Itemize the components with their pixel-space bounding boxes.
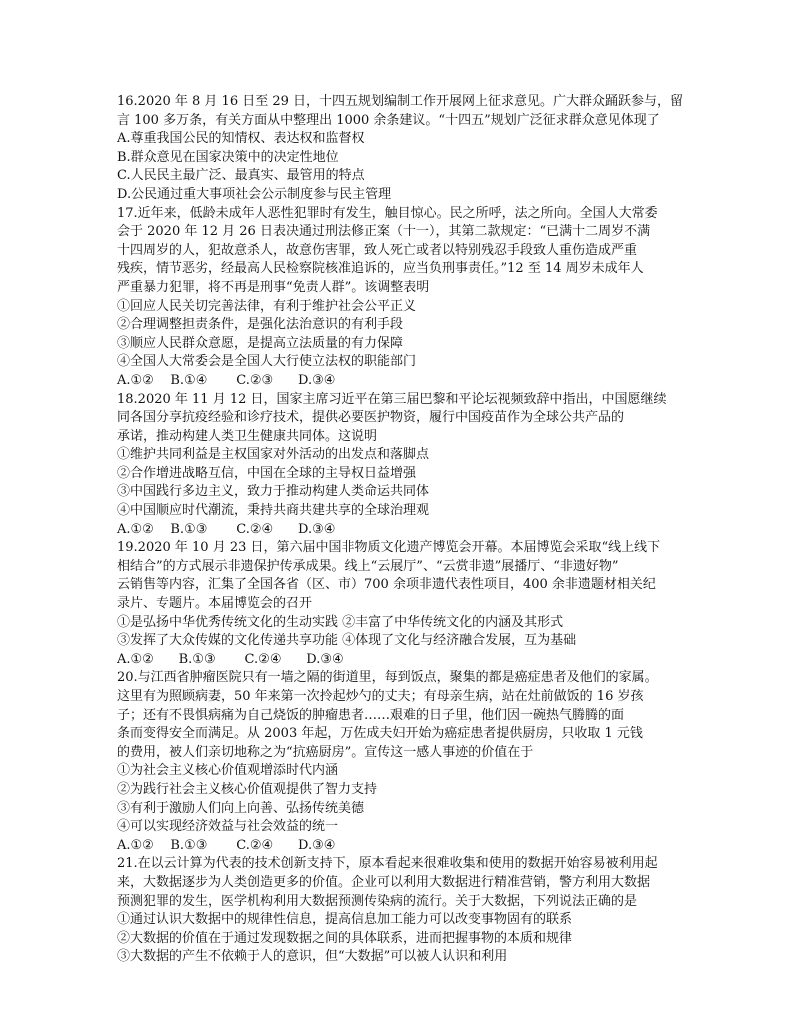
statement-4: ④中国顺应时代潮流，秉持共商共建共享的全球治理观: [117, 503, 430, 519]
statement-1: ①通过认识大数据中的规律性信息，提高信息加工能力可以改变事物固有的联系: [117, 912, 573, 928]
question-text-line: 承诺，推动构建人类卫生健康共同体。这说明: [117, 428, 378, 444]
question-text-line: 残疾，情节恶劣，经最高人民检察院核准追诉的，应当负刑事责任。”12 至 14 周岁未成年人: [117, 261, 644, 277]
question-text-line: 20.与江西省肿瘤医院只有一墙之隔的街道里，每到饭点，聚集的都是癌症患者及他们的家属。: [117, 670, 658, 686]
exam-page: [117, 93, 687, 967]
statement-1-2: ①是弘扬中华优秀传统文化的生动实践 ②丰富了中华传统文化的内涵及其形式: [117, 614, 564, 630]
question-text-line: 言 100 多万条，有关方面从中整理出 1000 余条建议。“十四五”规划广泛征求群众意见体现了: [117, 112, 660, 128]
answer-options: A.①② B.①④ C.②③ D.③④: [117, 372, 336, 388]
question-text-line: 预测犯罪的发生，医学机构利用大数据预测传染病的流行。关于大数据，下列说法正确的是: [117, 893, 638, 909]
statement-3: ③顺应人民群众意愿，是提高立法质量的有力保障: [117, 335, 404, 351]
statement-4: ④可以实现经济效益与社会效益的统一: [117, 819, 339, 835]
question-text-line: 录片、专题片。本届博览会的召开: [117, 596, 313, 612]
question-19: [117, 539, 687, 669]
statement-1: ①为社会主义核心价值观增添时代内涵: [117, 763, 339, 779]
question-text-line: 17.近年来，低龄未成年人恶性犯罪时有发生，触目惊心。民之所呼，法之所向。全国人大常委: [117, 205, 658, 221]
choice-b: B.群众意见在国家决策中的决定性地位: [117, 149, 339, 165]
question-20: [117, 669, 687, 855]
question-17: [117, 205, 687, 391]
question-text-line: 16.2020 年 8 月 16 日至 29 日，十四五规划编制工作开展网上征求意见。广大群众踊跃参与，留: [117, 94, 684, 109]
question-text-line: 21.在以云计算为代表的技术创新支持下，原本看起来很难收集和使用的数据开始容易被利用起: [117, 856, 658, 872]
statement-2: ②合作增进战略互信，中国在全球的主导权日益增强: [117, 465, 417, 481]
statement-3: ③大数据的产生不依赖于人的意识，但“大数据”可以被人认识和利用: [117, 949, 508, 965]
statement-2: ②为践行社会主义核心价值观提供了智力支持: [117, 781, 378, 797]
question-21: [117, 855, 687, 967]
statement-1: ①回应人民关切完善法律，有利于维护社会公平正义: [117, 298, 417, 314]
question-text-line: 19.2020 年 10 月 23 日，第六届中国非物质文化遗产博览会开幕。本届博览会采取“线上线下: [117, 540, 661, 556]
statement-3-4: ③发挥了大众传媒的文化传递共享功能 ④体现了文化与经济融合发展，互为基础: [117, 633, 577, 649]
question-text-line: 的费用，被人们亲切地称之为“抗癌厨房”。宣传这一感人事迹的价值在于: [117, 744, 534, 760]
choice-d: D.公民通过重大事项社会公示制度参与民主管理: [117, 186, 392, 202]
answer-options: A.①② B.①③ C.②④ D.③④: [117, 837, 336, 853]
question-18: [117, 391, 687, 540]
question-text-line: 这里有为照顾病妻，50 年来第一次拎起炒勺的丈夫；有母亲生病，站在灶前做饭的 16 岁孩: [117, 689, 644, 704]
question-text-line: 来，大数据逐步为人类创造更多的价值。企业可以利用大数据进行精准营销，警方利用大数据: [117, 874, 651, 890]
question-text-line: 十四周岁的人，犯故意杀人，故意伤害罪，致人死亡或者以特别残忍手段致人重伤造成严重: [117, 242, 638, 258]
question-text-line: 会于 2020 年 12 月 26 日表决通过刑法修正案（十一），其第二款规定：“已满十二周岁不满: [117, 224, 651, 240]
choice-c: C.人民民主最广泛、最真实、最管用的特点: [117, 168, 365, 184]
question-16: [117, 93, 687, 205]
answer-options: A.①② B.①③ C.②④ D.③④: [117, 651, 344, 667]
statement-3: ③有利于激励人们向上向善、弘扬传统美德: [117, 800, 365, 816]
choice-a: A.尊重我国公民的知情权、表达权和监督权: [117, 131, 365, 147]
statement-2: ②大数据的价值在于通过发现数据之间的具体联系，进而把握事物的本质和规律: [117, 930, 573, 946]
statement-2: ②合理调整担责条件，是强化法治意识的有利手段: [117, 317, 404, 333]
question-text-line: 云销售等内容，汇集了全国各省（区、市）700 余项非遗代表性项目，400 余非遗题材相关纪: [117, 577, 656, 593]
question-text-line: 严重暴力犯罪，将不再是刑事“免责人群”。该调整表明: [117, 279, 430, 295]
question-text-line: 子；还有不畏惧病痛为自己烧饭的肿瘤患者……艰难的日子里，他们因一碗热气腾腾的面: [117, 707, 625, 723]
answer-options: A.①② B.①③ C.②④ D.③④: [117, 521, 336, 537]
statement-1: ①维护共同利益是主权国家对外活动的出发点和落脚点: [117, 447, 430, 463]
question-text-line: 相结合”的方式展示非遗保护传承成果。线上“云展厅”、“云赏非遗”展播厅、“非遗好物”: [117, 558, 619, 574]
question-text-line: 条而变得安全而满足。从 2003 年起，万佐成夫妇开始为癌症患者提供厨房，只收取 1 元钱: [117, 726, 643, 742]
statement-4: ④全国人大常委会是全国人大行使立法权的职能部门: [117, 354, 417, 370]
question-text-line: 18.2020 年 11 月 12 日，国家主席习近平在第三届巴黎和平论坛视频致辞中指出，中国愿继续: [117, 391, 667, 407]
question-text-line: 同各国分享抗疫经验和诊疗技术，提供必要医护物资，履行中国疫苗作为全球公共产品的: [117, 410, 625, 426]
statement-3: ③中国践行多边主义，致力于推动构建人类命运共同体: [117, 484, 430, 500]
